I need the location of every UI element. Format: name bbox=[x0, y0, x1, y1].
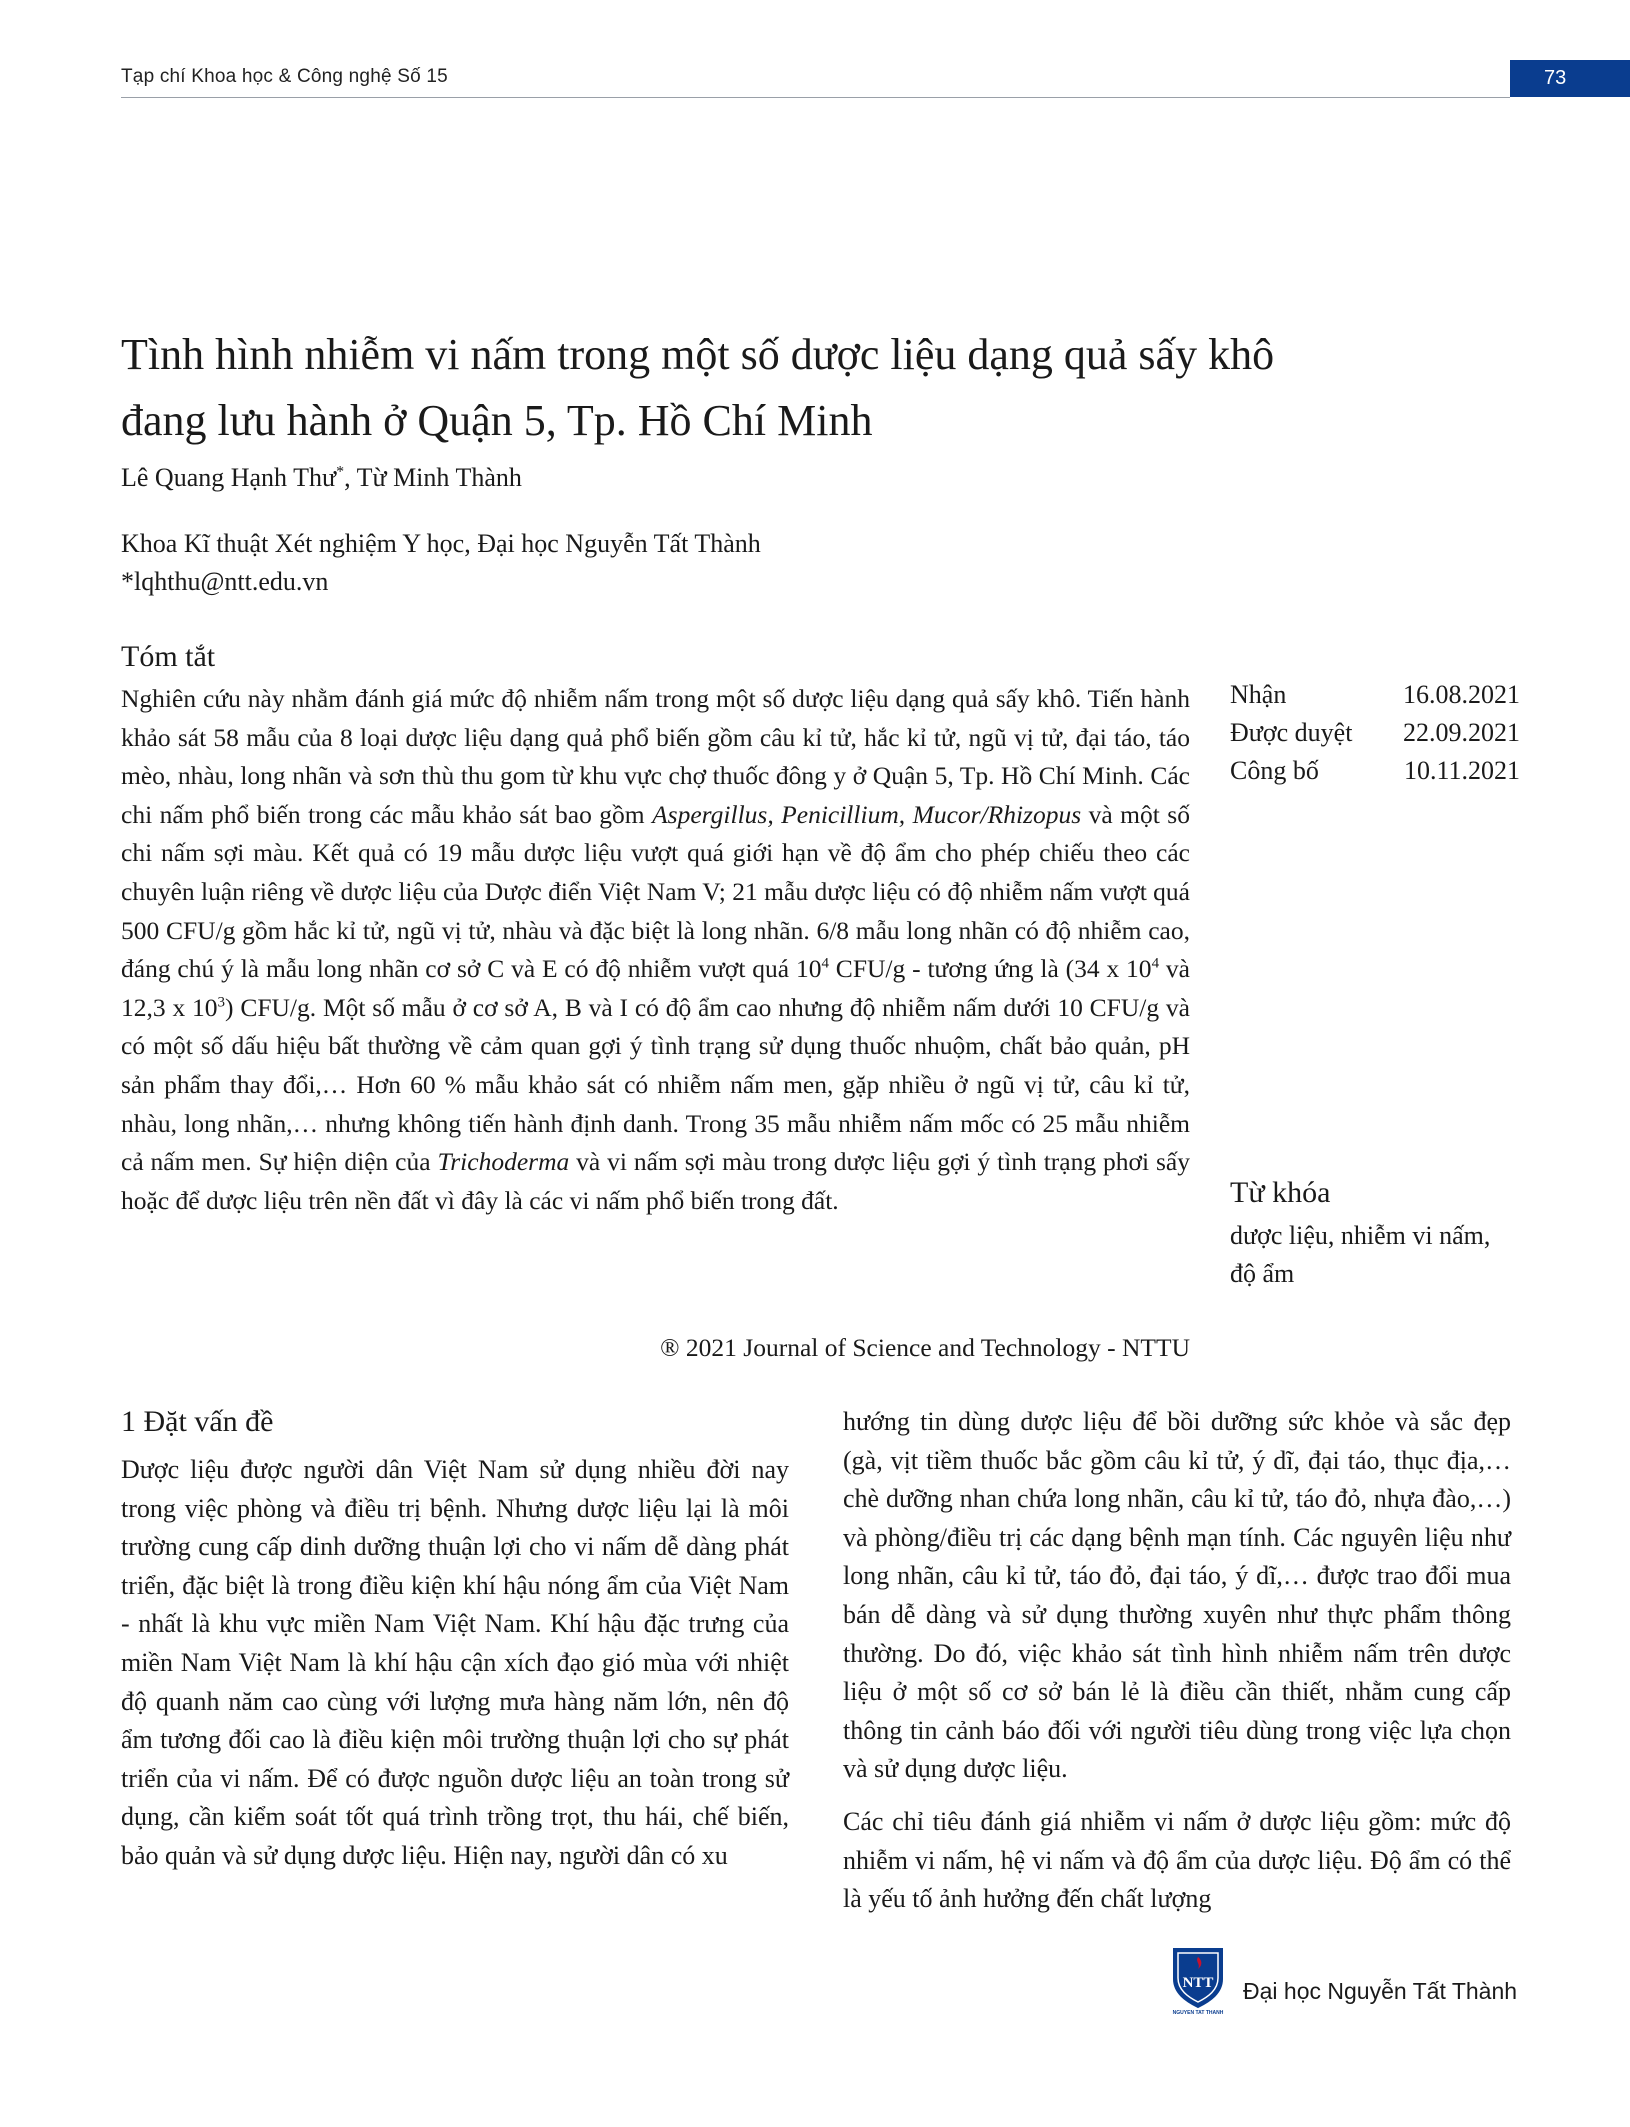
logo-text: NTT bbox=[1182, 1975, 1214, 1991]
exponent: 4 bbox=[821, 955, 829, 972]
university-logo bbox=[1168, 1945, 1228, 2015]
abstract-part: CFU/g - tương ứng là (34 x 10 bbox=[828, 954, 1152, 984]
header-rule bbox=[121, 97, 1510, 98]
exponent: 3 bbox=[217, 994, 226, 1011]
title-line-2: đang lưu hành ở Quận 5, Tp. Hồ Chí Minh bbox=[121, 396, 873, 445]
abstract-part: ) CFU/g. Một số mẫu ở cơ sở A, B và I có độ ẩm cao nhưng độ nhiễm nấm dưới 10 CFU/g và có một số dấu hiệu bất thường về cảm quan gợi ý tình trạng sử dụng thuốc nhuộm, chất bảo quản, pH sản phẩm thay đổi,… Hơn 60 % mẫu khảo sát có nhiễm nấm men, gặp nhiều ở ngũ vị tử, câu kỉ tử, nhàu, long nhãn,… nhưng không tiến hành định danh. Trong 35 mẫu nhiễm nấm mốc có 25 mẫu nhiễm cả nấm men. Sự hiện diện của bbox=[121, 992, 1191, 1177]
keywords-heading: Từ khóa bbox=[1230, 1176, 1331, 1209]
exponent: 4 bbox=[1151, 955, 1160, 972]
footer-university: Đại học Nguyễn Tất Thành bbox=[1243, 1978, 1518, 2004]
author-1: Lê Quang Hạnh Thư bbox=[121, 463, 337, 492]
date-label: Công bố bbox=[1230, 756, 1319, 785]
abstract-part: và một số chi nấm sợi màu. Kết quả có 19 mẫu dược liệu vượt quá giới hạn về độ ẩm cho phép chiếu theo các chuyên luận riêng về dược liệu của Dược điển Việt Nam V; 21 mẫu dược liệu có độ nhiễm nấm vượt quá 500 CFU/g gồm hắc kỉ tử, ngũ vị tử, nhàu và đặc biệt là long nhãn. 6/8 mẫu long nhãn có độ nhiễm cao, đáng chú ý là mẫu long nhãn cơ sở C và E có độ nhiễm vượt quá 10 bbox=[121, 799, 1190, 984]
date-accepted bbox=[1230, 718, 1520, 748]
author-2: , Từ Minh Thành bbox=[344, 463, 522, 492]
date-received bbox=[1230, 680, 1520, 710]
corresponding-mark: * bbox=[336, 463, 345, 481]
trichoderma-genus: Trichoderma bbox=[437, 1147, 570, 1177]
body-paragraph: Dược liệu được người dân Việt Nam sử dụng nhiều đời nay trong việc phòng và điều trị bệnh. Nhưng dược liệu lại là môi trường cung cấp dinh dưỡng thuận lợi cho vi nấm dễ dàng phát triển, đặc biệt là trong điều kiện khí hậu nóng ẩm của Việt Nam - nhất là khu vực miền Nam Việt Nam. Khí hậu đặc trưng của miền Nam Việt Nam là khí hậu cận xích đạo gió mùa với nhiệt độ quanh năm cao cùng với lượng mưa hàng năm lớn, nên độ ẩm tương đối cao là điều kiện môi trường thuận lợi cho sự phát triển của vi nấm. Để có được nguồn dược liệu an toàn trong sử dụng, cần kiểm soát tốt quá trình trồng trọt, thu hái, chế biến, bảo quản và sử dụng dược liệu. Hiện nay, người dân có xu bbox=[121, 1455, 789, 1870]
email-link[interactable]: *lqhthu@ntt.edu.vn bbox=[121, 567, 329, 596]
body-column-right bbox=[843, 1403, 1511, 1933]
body-column-left bbox=[121, 1451, 789, 1890]
abstract-part: và vi nấm sợi màu trong dược liệu gợi ý tình trạng phơi sấy hoặc để dược liệu trên nền đất vì đây là các vi nấm phổ biến trong đất. bbox=[121, 1147, 1190, 1215]
keywords-text: dược liệu, nhiễm vi nấm, độ ẩm bbox=[1230, 1221, 1491, 1288]
date-value: 10.11.2021 bbox=[1403, 756, 1520, 785]
date-label: Được duyệt bbox=[1230, 718, 1353, 747]
journal-name: Tạp chí Khoa học & Công nghệ Số 15 bbox=[121, 66, 448, 87]
logo-caption: NGUYEN TAT THANH bbox=[1172, 2010, 1224, 2015]
section-heading: 1 Đặt vấn đề bbox=[121, 1405, 274, 1438]
date-value: 16.08.2021 bbox=[1403, 680, 1520, 709]
date-label: Nhận bbox=[1230, 680, 1287, 709]
date-published bbox=[1230, 756, 1520, 786]
affiliation-block bbox=[121, 525, 761, 601]
abstract-part: và 12,3 x 10 bbox=[121, 954, 1190, 1022]
authors bbox=[121, 463, 522, 493]
body-paragraph: Các chỉ tiêu đánh giá nhiễm vi nấm ở dược liệu gồm: mức độ nhiễm vi nấm, hệ vi nấm và độ ẩm của dược liệu. Độ ẩm có thể là yếu tố ảnh hưởng đến chất lượng bbox=[843, 1806, 1511, 1914]
abstract-part: Nghiên cứu này nhằm đánh giá mức độ nhiễm nấm trong một số dược liệu dạng quả sấy khô. Tiến hành khảo sát 58 mẫu của 8 loại dược liệu dạng quả phổ biến gồm câu kỉ tử, hắc kỉ tử, ngũ vị tử, đại táo, táo mèo, nhàu, long nhãn và sơn thù thu gom từ khu vực chợ thuốc đông y ở Quận 5, Tp. Hồ Chí Minh. Các chi nấm phổ biến trong các mẫu khảo sát bao gồm bbox=[121, 684, 1190, 829]
fungal-genera: Aspergillus, Penicillium, Mucor/Rhizopus bbox=[652, 799, 1082, 829]
article-title bbox=[121, 322, 1421, 454]
body-paragraph: hướng tin dùng dược liệu để bồi dưỡng sức khỏe và sắc đẹp (gà, vịt tiềm thuốc bắc gồm câu kỉ tử, ý dĩ, đại táo, thục địa,… chè dưỡng nhan chứa long nhãn, câu kỉ tử, táo đỏ, nhựa đào,…) và phòng/điều trị các dạng bệnh mạn tính. Các nguyên liệu như long nhãn, câu kỉ tử, táo đỏ, đại táo, ý dĩ,… được trao đổi mua bán dễ dàng và sử dụng thường xuyên như thực phẩm thông thường. Do đó, việc khảo sát tình hình nhiễm nấm trên dược liệu ở một số cơ sở bán lẻ là điều cần thiết, nhằm cung cấp thông tin cảnh báo đối với người tiêu dùng trong việc lựa chọn và sử dụng dược liệu. bbox=[843, 1407, 1511, 1784]
affiliation: Khoa Kĩ thuật Xét nghiệm Y học, Đại học Nguyễn Tất Thành bbox=[121, 529, 761, 558]
date-value: 22.09.2021 bbox=[1403, 718, 1520, 747]
title-line-1: Tình hình nhiễm vi nấm trong một số dược liệu dạng quả sấy khô bbox=[121, 330, 1275, 379]
copyright-line: ® 2021 Journal of Science and Technology - NTTU bbox=[660, 1333, 1190, 1362]
shield-icon bbox=[1168, 1945, 1228, 2015]
page-number: 73 bbox=[1510, 60, 1630, 97]
abstract-heading: Tóm tắt bbox=[121, 640, 216, 673]
abstract-text bbox=[121, 680, 1190, 1220]
